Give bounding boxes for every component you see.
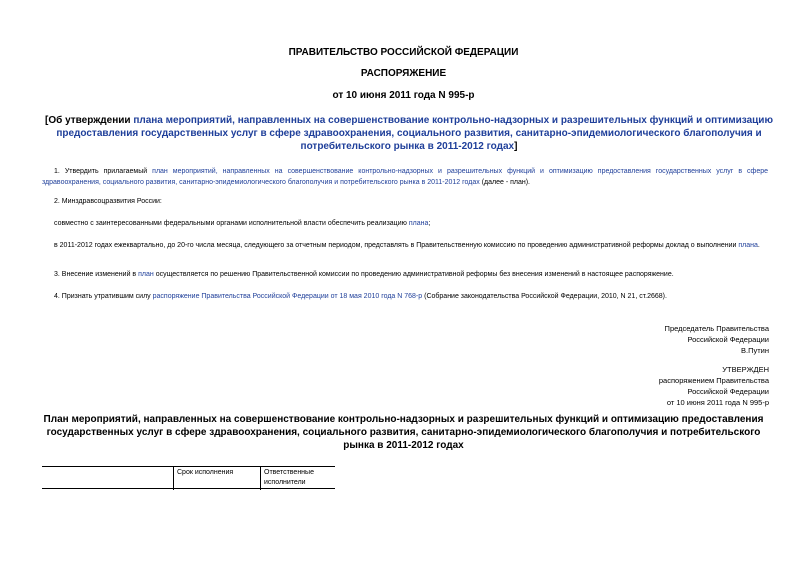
item-2a-paragraph	[42, 218, 768, 229]
title-close-bracket: ]	[514, 141, 518, 152]
item-3-suffix: осуществляется по решению Правительственной комиссии по проведению административной реформы без внесения изменений в настоящее распоряжение.	[153, 271, 674, 278]
item-2b-plan-link[interactable]: плана	[738, 242, 758, 249]
item-2-paragraph: 2. Минздравсоцразвития России:	[54, 198, 162, 205]
signature-line-1: Председатель Правительства	[664, 324, 769, 333]
table-header-deadline: Срок исполнения	[174, 466, 261, 490]
item-3-paragraph	[42, 269, 768, 280]
table-header-responsible: Ответственные исполнители	[261, 466, 336, 490]
item-1-suffix: (далее - план).	[479, 179, 531, 186]
approval-line-1: УТВЕРЖДЕН	[722, 365, 769, 374]
item-2b-paragraph	[42, 240, 768, 251]
item-2a-plan-link[interactable]: плана	[408, 220, 429, 227]
document-date-number: от 10 июня 2011 года N 995-р	[332, 90, 475, 101]
government-heading: ПРАВИТЕЛЬСТВО РОССИЙСКОЙ ФЕДЕРАЦИИ	[288, 47, 519, 58]
item-4-prefix: 4. Признать утратившим силу	[54, 293, 153, 300]
title-plan-link[interactable]: плана мероприятий, направленных на совершенствование контрольно-надзорных и разрешительных функций и оптимизацию предоставления государственных услуг в сфере здравоохранения, социального развития, санитарно-эпидемиологического благополучия и потребительского рынка в 2011-2012 годах	[56, 115, 773, 152]
table-header-cell-blank	[42, 466, 174, 490]
item-2a-prefix: совместно с заинтересованными федеральными органами исполнительной власти обеспечить реализацию	[54, 220, 409, 227]
item-2b-suffix: .	[757, 242, 760, 249]
title-open-bracket: [Об утверждении	[45, 115, 134, 126]
table-bottom-divider	[42, 488, 335, 489]
item-2a-suffix: ;	[428, 220, 431, 227]
plan-title: План мероприятий, направленных на совершенствование контрольно-надзорных и разрешительных функций и оптимизацию предоставления государственных услуг в сфере здравоохранения, социального развития, санитарно-эпидемиологического благополучия и потребительского рынка в 2011-2012 годах	[43, 414, 764, 451]
signature-line-2: Российской Федерации	[687, 335, 769, 344]
item-4-order-link[interactable]: распоряжение Правительства Российской Федерации от 18 мая 2010 года N 768-р	[152, 293, 423, 300]
signature-block	[569, 323, 769, 356]
document-type-heading: РАСПОРЯЖЕНИЕ	[360, 68, 447, 79]
signature-name: В.Путин	[741, 346, 769, 355]
item-1-paragraph	[42, 166, 768, 188]
item-3-plan-link[interactable]: план	[138, 271, 154, 278]
item-1-plan-link[interactable]: план мероприятий, направленных на совершенствование контрольно-надзорных и разрешительных функций и оптимизацию предоставления государственных услуг в сфере здравоохранения, социального развития, санитарно-эпидемиологического благополучия и потребительского рынка в 2011-2012 годах	[42, 168, 768, 186]
item-4-paragraph	[42, 291, 768, 302]
approval-block	[569, 364, 769, 408]
approval-line-4: от 10 июня 2011 года N 995-р	[666, 398, 769, 407]
document-title	[40, 114, 778, 153]
item-2b-prefix: в 2011-2012 годах ежеквартально, до 20-го числа месяца, следующего за отчетным периодом, представлять в Правительственную комиссию по проведению административной реформы доклад о выполнении	[54, 242, 739, 249]
table-header-row	[42, 466, 335, 490]
item-3-prefix: 3. Внесение изменений в	[54, 271, 139, 278]
approval-line-2: распоряжением Правительства	[658, 376, 769, 385]
approval-line-3: Российской Федерации	[687, 387, 769, 396]
item-1-prefix: 1. Утвердить прилагаемый	[54, 168, 153, 175]
plan-table	[42, 466, 335, 490]
item-4-suffix: (Собрание законодательства Российской Федерации, 2010, N 21, ст.2668).	[422, 293, 667, 300]
